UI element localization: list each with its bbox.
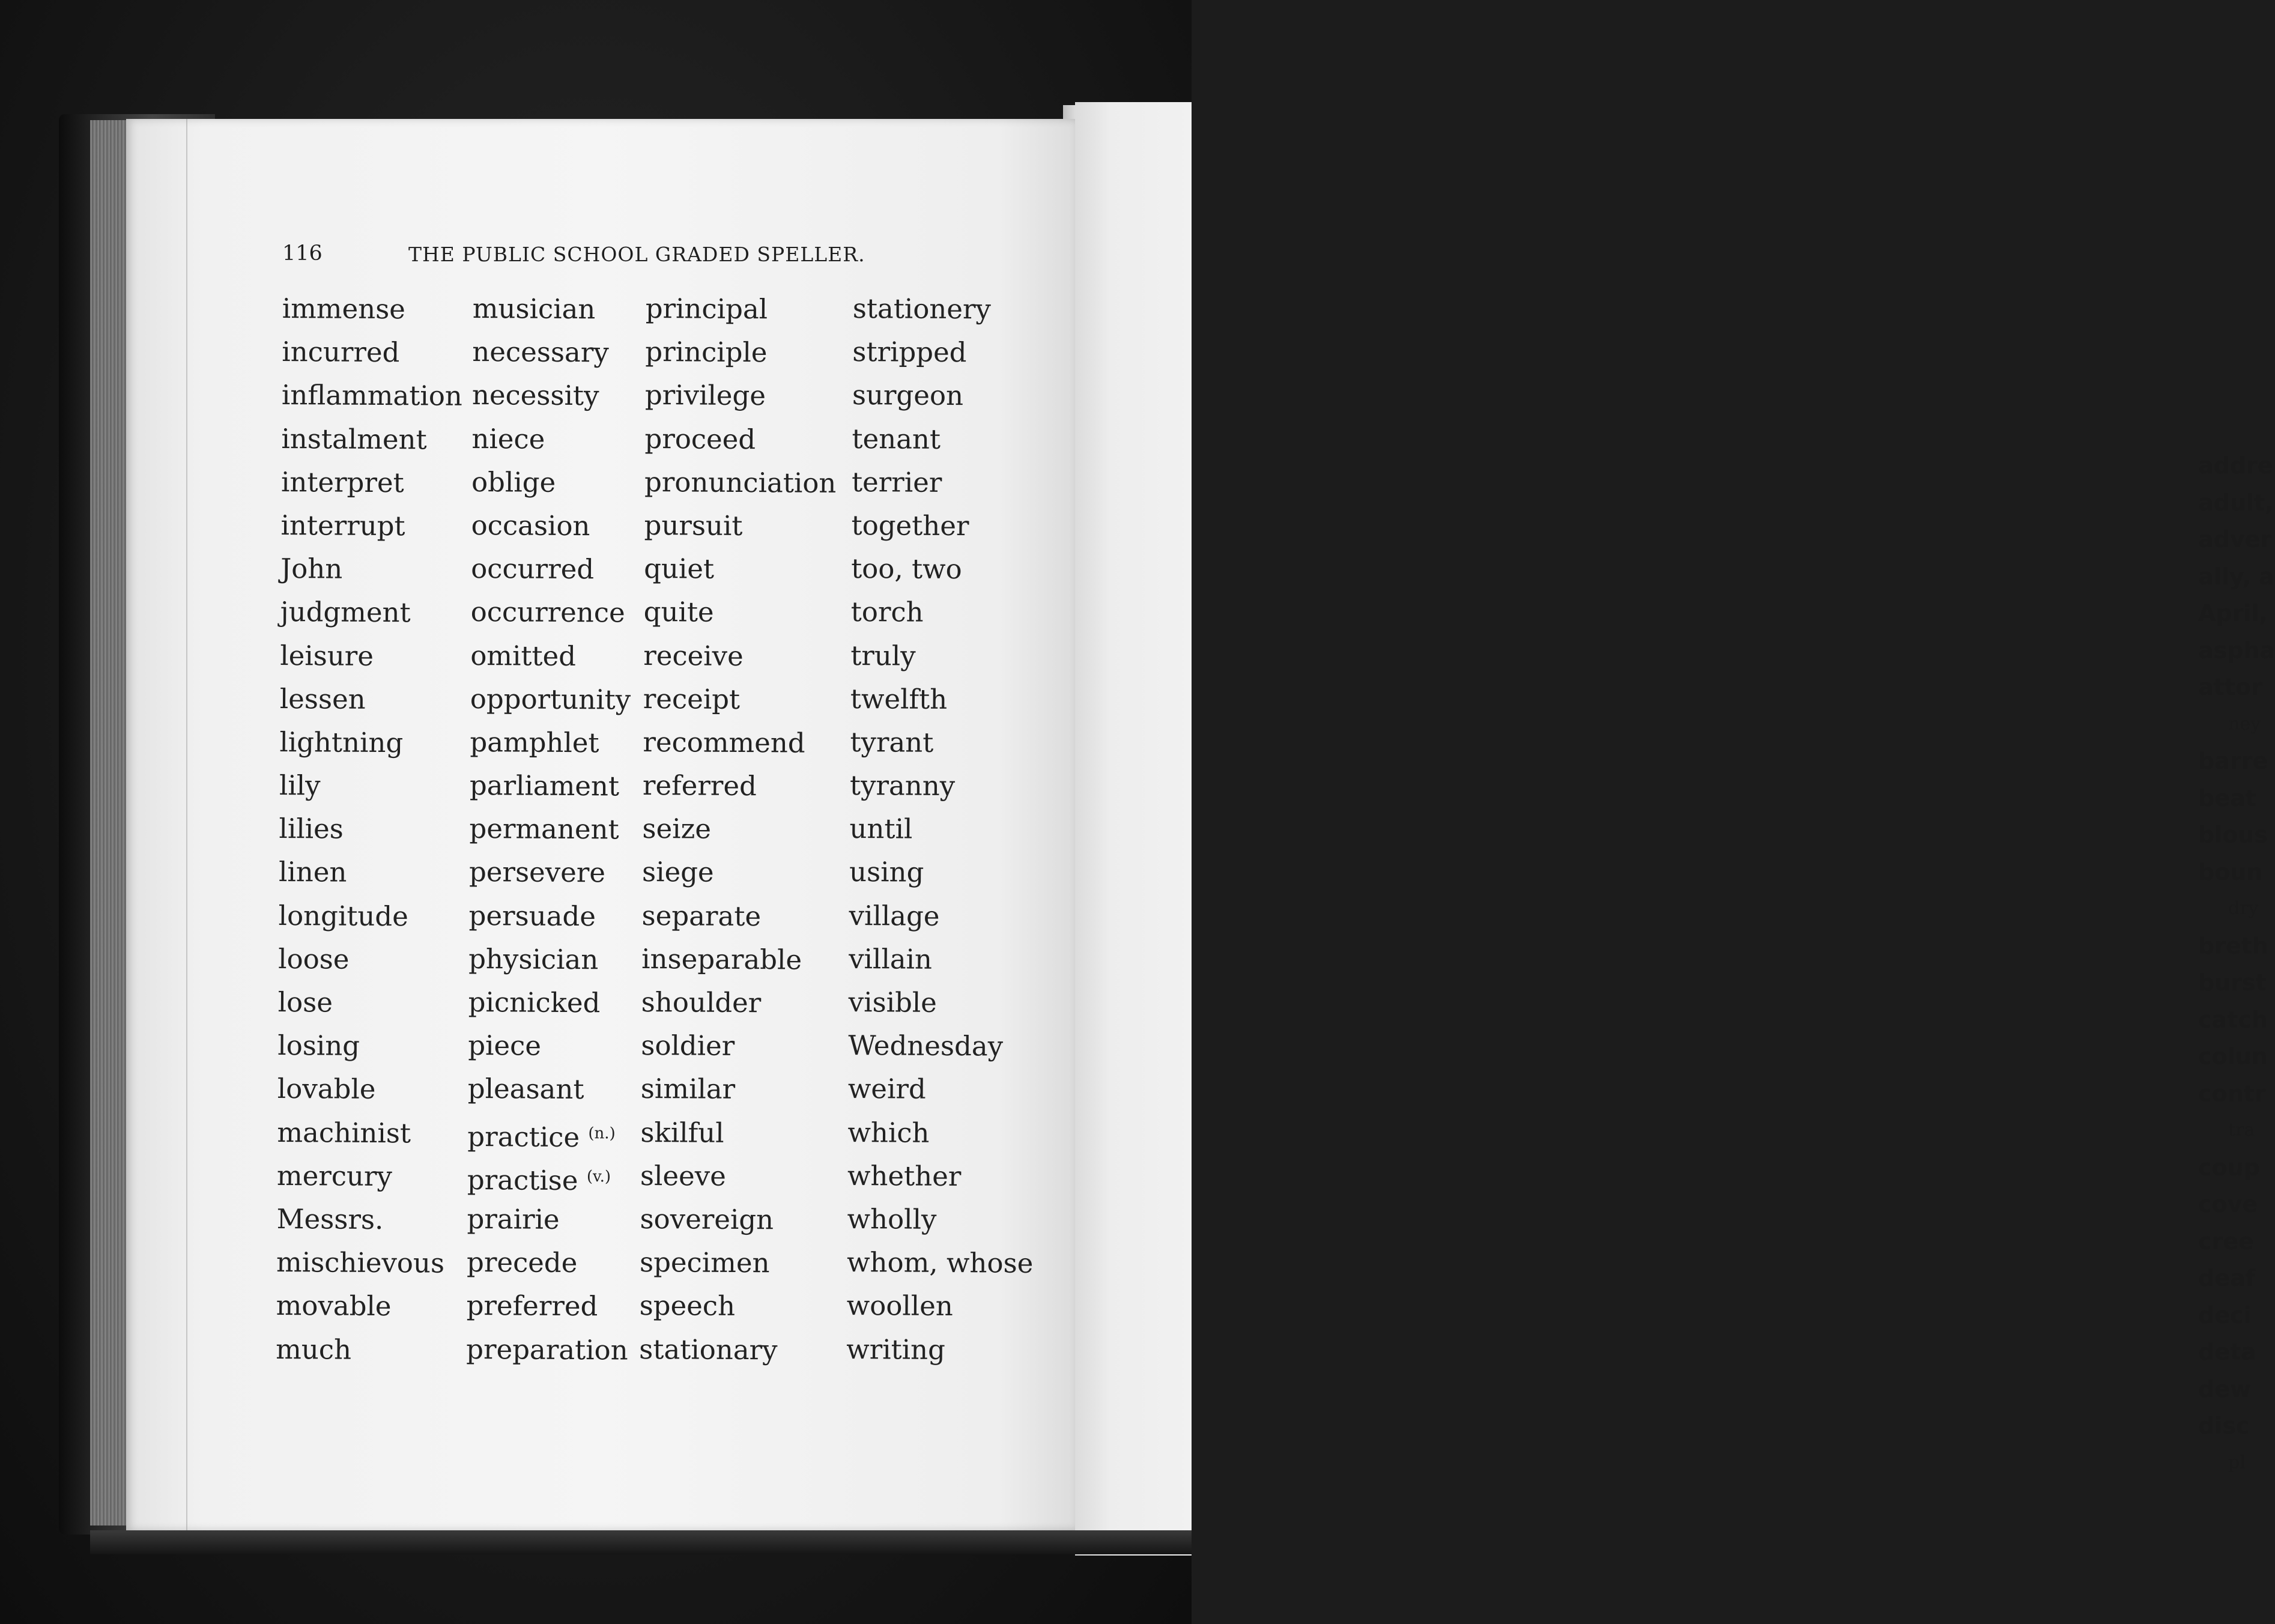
facing-page-word: boun xyxy=(2198,858,2263,885)
word-column-2 xyxy=(466,291,635,1375)
part-of-speech-note: (n.) xyxy=(588,1124,616,1143)
spelling-word: lightning xyxy=(279,726,404,759)
spelling-word: referred xyxy=(642,769,757,802)
spelling-word: speech xyxy=(639,1289,736,1323)
spelling-word: sovereign xyxy=(640,1202,774,1236)
spelling-word: weird xyxy=(847,1073,926,1106)
spelling-word: truly xyxy=(850,639,916,672)
spelling-word: inseparable xyxy=(641,942,802,976)
spelling-word: too, two xyxy=(851,553,962,586)
facing-page-word: coup xyxy=(2198,1154,2260,1181)
spelling-word: preferred xyxy=(466,1289,598,1323)
spelling-word: pronunciation xyxy=(644,465,837,499)
spelling-word: twelfth xyxy=(850,682,948,715)
spelling-word: oblige xyxy=(471,465,556,498)
spelling-word: skilful xyxy=(640,1116,724,1149)
spelling-word: sleeve xyxy=(640,1159,726,1192)
spelling-word: soldier xyxy=(641,1029,735,1062)
spelling-word: prairie xyxy=(467,1202,560,1235)
spelling-word: pursuit xyxy=(644,509,743,542)
facing-page-word: adult, xyxy=(2198,489,2274,516)
spelling-word: privilege xyxy=(644,379,766,412)
facing-page-word: catch xyxy=(2198,1006,2268,1033)
spelling-word: mischievous xyxy=(276,1246,445,1279)
spelling-word: tyrant xyxy=(850,726,934,759)
spelling-word: loose xyxy=(278,942,350,975)
spelling-word: niece xyxy=(471,422,545,455)
spelling-word: stationary xyxy=(639,1333,778,1366)
spelling-word: woollen xyxy=(846,1289,953,1323)
spelling-word: wholly xyxy=(847,1202,937,1235)
facing-page-word: blous xyxy=(2198,822,2268,848)
facing-page-word: burst xyxy=(2198,969,2267,996)
spelling-word: whether xyxy=(847,1159,962,1192)
spelling-word: necessity xyxy=(471,379,599,412)
spelling-word: musician xyxy=(472,292,596,326)
facing-page-word: disc xyxy=(2198,1413,2250,1439)
facing-page-word: deaf xyxy=(2198,1265,2256,1291)
spelling-word: interpret xyxy=(280,465,404,498)
spelling-word: village xyxy=(849,899,940,932)
spelling-word: Messrs. xyxy=(276,1202,384,1235)
spelling-word: receive xyxy=(643,639,744,672)
spelling-word: whom, whose xyxy=(846,1246,1034,1279)
spelling-word: lose xyxy=(277,986,333,1019)
spelling-word: pamphlet xyxy=(470,726,599,759)
spelling-word: recommend xyxy=(643,726,805,759)
facing-page-word: deta xyxy=(2198,1339,2256,1365)
running-title: THE PUBLIC SCHOOL GRADED SPELLER. xyxy=(408,243,865,266)
spelling-word: picnicked xyxy=(468,986,601,1019)
spelling-word: stationery xyxy=(852,292,992,326)
spelling-word: necessary xyxy=(472,336,609,369)
spelling-word: longitude xyxy=(278,899,408,932)
spelling-word: mercury xyxy=(276,1159,393,1192)
spelling-word: receipt xyxy=(643,682,741,715)
word-column-4 xyxy=(846,291,1039,1376)
spelling-word: losing xyxy=(277,1029,360,1062)
spelling-word: piece xyxy=(468,1029,542,1062)
spelling-word: tyranny xyxy=(849,769,956,802)
spelling-word: separate xyxy=(641,899,762,932)
spelling-word: principle xyxy=(645,336,768,369)
part-of-speech-note: (v.) xyxy=(586,1167,611,1186)
spelling-word: tenant xyxy=(852,422,941,455)
spelling-word: villain xyxy=(849,942,933,975)
page-header xyxy=(282,241,919,271)
facing-page-word: addre xyxy=(2198,452,2273,479)
page-margin-line xyxy=(186,119,187,1530)
facing-page-word: barre xyxy=(2198,748,2268,774)
spelling-word: practise $^{(v.)}$ xyxy=(467,1163,611,1196)
facing-page-word: April, xyxy=(2198,600,2268,626)
spelling-word: specimen xyxy=(639,1246,770,1279)
spelling-word: writing xyxy=(846,1333,946,1366)
spelling-word: lilies xyxy=(279,813,344,845)
facing-page-word: dry xyxy=(2228,898,2259,919)
facing-page-word: breth xyxy=(2198,932,2268,959)
spelling-word: until xyxy=(849,813,913,845)
facing-page-word: contr xyxy=(2198,1080,2266,1107)
spelling-word: using xyxy=(849,856,924,889)
spelling-word: machinist xyxy=(277,1116,411,1149)
spelling-word: incurred xyxy=(282,336,400,369)
facing-page-word: aspha xyxy=(2198,637,2275,664)
word-column-3 xyxy=(639,291,837,1376)
spelling-word: movable xyxy=(276,1289,392,1323)
spelling-word: John xyxy=(280,553,343,585)
facing-page-word: attor xyxy=(2198,674,2262,700)
spelling-word: linen xyxy=(278,856,347,889)
spelling-word: principal xyxy=(645,292,768,326)
spelling-word: pleasant xyxy=(467,1073,584,1106)
facing-page-word-list xyxy=(2198,447,2275,1482)
spelling-word: stripped xyxy=(852,336,967,369)
spelling-word: physician xyxy=(468,942,599,976)
facing-page-word: dew xyxy=(2198,1375,2252,1402)
facing-page-word: pl xyxy=(2228,1452,2246,1473)
spelling-word: occasion xyxy=(471,509,590,542)
spelling-word: which xyxy=(847,1116,930,1149)
spelling-word: together xyxy=(851,509,969,542)
spelling-word: inflammation xyxy=(281,379,463,413)
spelling-word: proceed xyxy=(644,422,756,455)
facing-page-word: tra xyxy=(2228,1120,2255,1141)
spelling-word: interrupt xyxy=(280,509,405,542)
spelling-word: judgment xyxy=(280,596,411,629)
spelling-word: opportunity xyxy=(470,682,631,716)
spelling-word: lessen xyxy=(279,682,366,715)
word-column-1 xyxy=(276,291,463,1375)
spelling-word: torch xyxy=(850,596,924,629)
spelling-word: persuade xyxy=(468,899,596,932)
spelling-word: Wednesday xyxy=(848,1029,1004,1062)
spelling-word: terrier xyxy=(851,465,942,498)
facing-page-word: deci xyxy=(2198,1301,2252,1329)
page-number: 116 xyxy=(282,241,323,265)
spelling-word: siege xyxy=(641,856,714,889)
spelling-word: omitted xyxy=(470,639,577,672)
spelling-word: lovable xyxy=(277,1073,376,1106)
facing-page-word: cree xyxy=(2198,1228,2254,1255)
spelling-word: immense xyxy=(282,292,406,326)
spelling-word: quiet xyxy=(644,553,715,585)
spelling-word: surgeon xyxy=(852,379,964,412)
spelling-word: occurred xyxy=(471,553,595,586)
spelling-word: occurrence xyxy=(470,596,625,629)
spelling-word: quite xyxy=(643,596,714,629)
spelling-word: permanent xyxy=(469,813,619,846)
spelling-word: instalment xyxy=(281,422,427,456)
facing-page-word: adver xyxy=(2198,526,2272,553)
facing-page-word: ally, a xyxy=(2198,563,2274,590)
facing-page-word: ney xyxy=(2228,713,2261,735)
spelling-word: precede xyxy=(466,1246,578,1279)
spelling-word: much xyxy=(276,1333,352,1366)
spelling-word: parliament xyxy=(469,769,620,802)
book-bottom-edge xyxy=(90,1530,1192,1554)
facing-page-word: cove xyxy=(2198,1191,2258,1217)
spelling-word: visible xyxy=(848,986,938,1019)
spelling-word: practice $^{(n.)}$ xyxy=(467,1120,616,1153)
spelling-word: persevere xyxy=(468,856,606,889)
spelling-word: similar xyxy=(640,1073,736,1106)
facing-page-word: colun xyxy=(2198,1043,2268,1070)
spelling-word: lily xyxy=(279,769,321,802)
spelling-word: shoulder xyxy=(641,986,762,1019)
spelling-word: preparation xyxy=(466,1333,628,1366)
facing-page-word: beat xyxy=(2198,784,2256,811)
spelling-word: leisure xyxy=(280,639,374,672)
spelling-word: seize xyxy=(642,813,712,845)
